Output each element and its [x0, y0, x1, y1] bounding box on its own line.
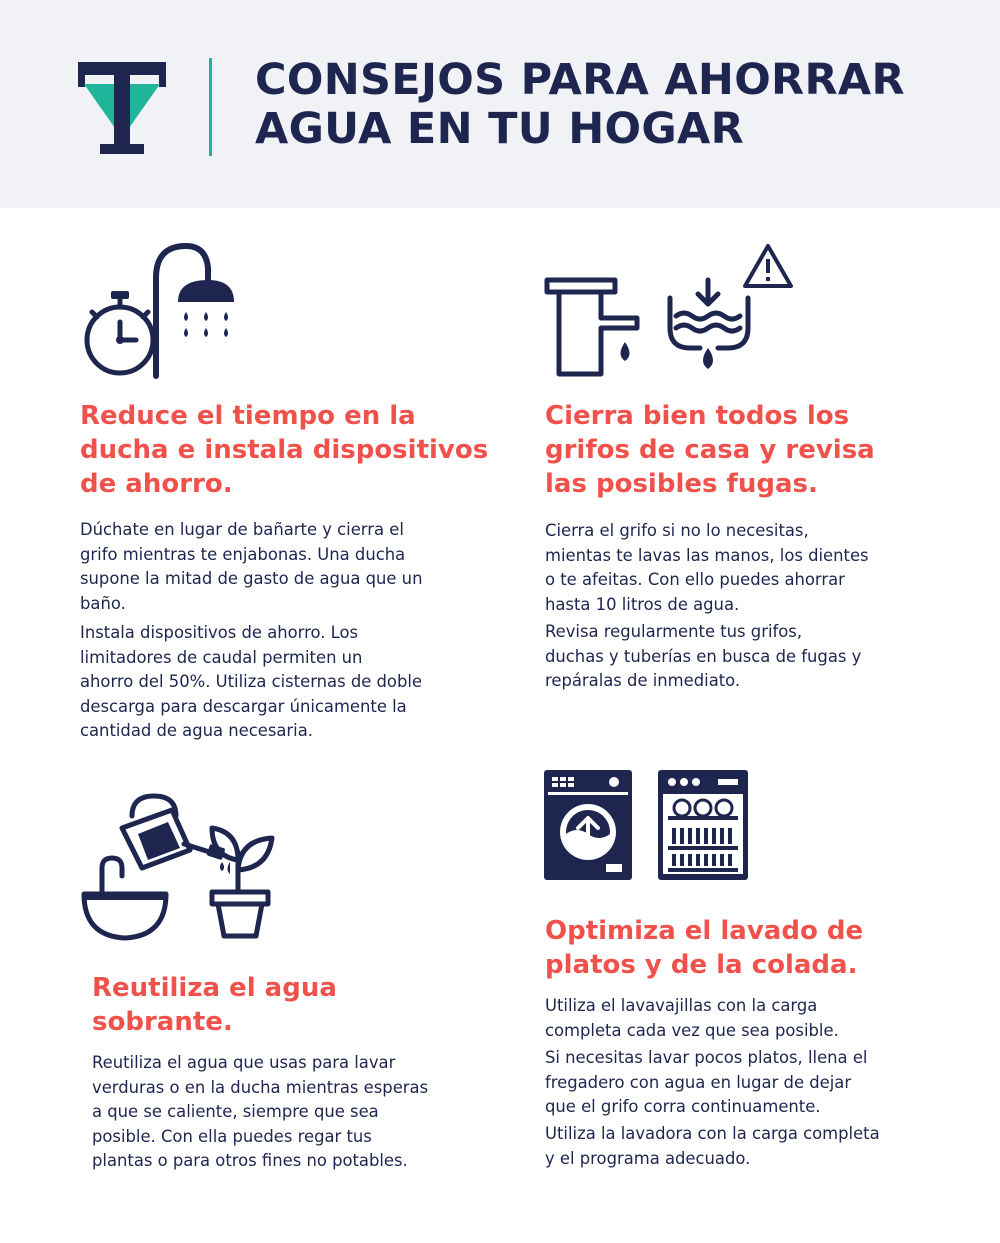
header-divider	[209, 58, 212, 156]
page-title: CONSEJOS PARA AHORRAR AGUA EN TU HOGAR	[255, 55, 905, 154]
tip-4-paragraph-2: Si necesitas lavar pocos platos, llena el fregadero con agua en lugar de dejar que el grifo corra continuamente.	[545, 1048, 868, 1116]
tip-3-heading: Reutiliza el agua sobrante.	[92, 973, 337, 1037]
pipe-leak-icon	[666, 276, 752, 378]
sink-icon	[80, 848, 172, 944]
logo-icon	[78, 62, 166, 154]
plant-pot-icon	[208, 822, 276, 940]
shower-icon	[148, 240, 236, 380]
warning-icon	[742, 242, 794, 290]
tip-2-paragraph-1: Cierra el grifo si no lo necesitas, mientas te lavas las manos, los dientes o te afeitas. Con ello puedes ahorrar hasta 10 litros de agua.	[545, 521, 869, 614]
tip-1-paragraph-1: Dúchate en lugar de bañarte y cierra el grifo mientras te enjabonas. Una ducha supone la mitad de gasto de agua que un baño.	[80, 520, 423, 613]
tip-4-paragraph-3: Utiliza la lavadora con la carga completa y el programa adecuado.	[545, 1124, 880, 1168]
dishwasher-icon	[658, 770, 748, 880]
tip-1-heading: Reduce el tiempo en la ducha e instala dispositivos de ahorro.	[80, 401, 489, 499]
tip-2-paragraph-2: Revisa regularmente tus grifos, duchas y tuberías en busca de fugas y repáralas de inmediato.	[545, 622, 862, 690]
tip-4-paragraph-1: Utiliza el lavavajillas con la carga completa cada vez que sea posible.	[545, 996, 839, 1040]
tip-2-heading: Cierra bien todos los grifos de casa y revisa las posibles fugas.	[545, 401, 875, 499]
tip-3-paragraph-1: Reutiliza el agua que usas para lavar verduras o en la ducha mientras esperas a que se caliente, siempre que sea posible. Con ella puedes regar tus plantas o para otros fines no potables.	[92, 1053, 429, 1170]
header-banner	[0, 0, 1000, 208]
tip-4-heading: Optimiza el lavado de platos y de la colada.	[545, 916, 864, 980]
faucet-drip-icon	[543, 276, 643, 378]
tip-1-paragraph-2: Instala dispositivos de ahorro. Los limitadores de caudal permiten un ahorro del 50%. Utiliza cisternas de doble descarga para descargar únicamente la cantidad de agua necesaria.	[80, 623, 422, 740]
washing-machine-icon	[544, 770, 632, 880]
